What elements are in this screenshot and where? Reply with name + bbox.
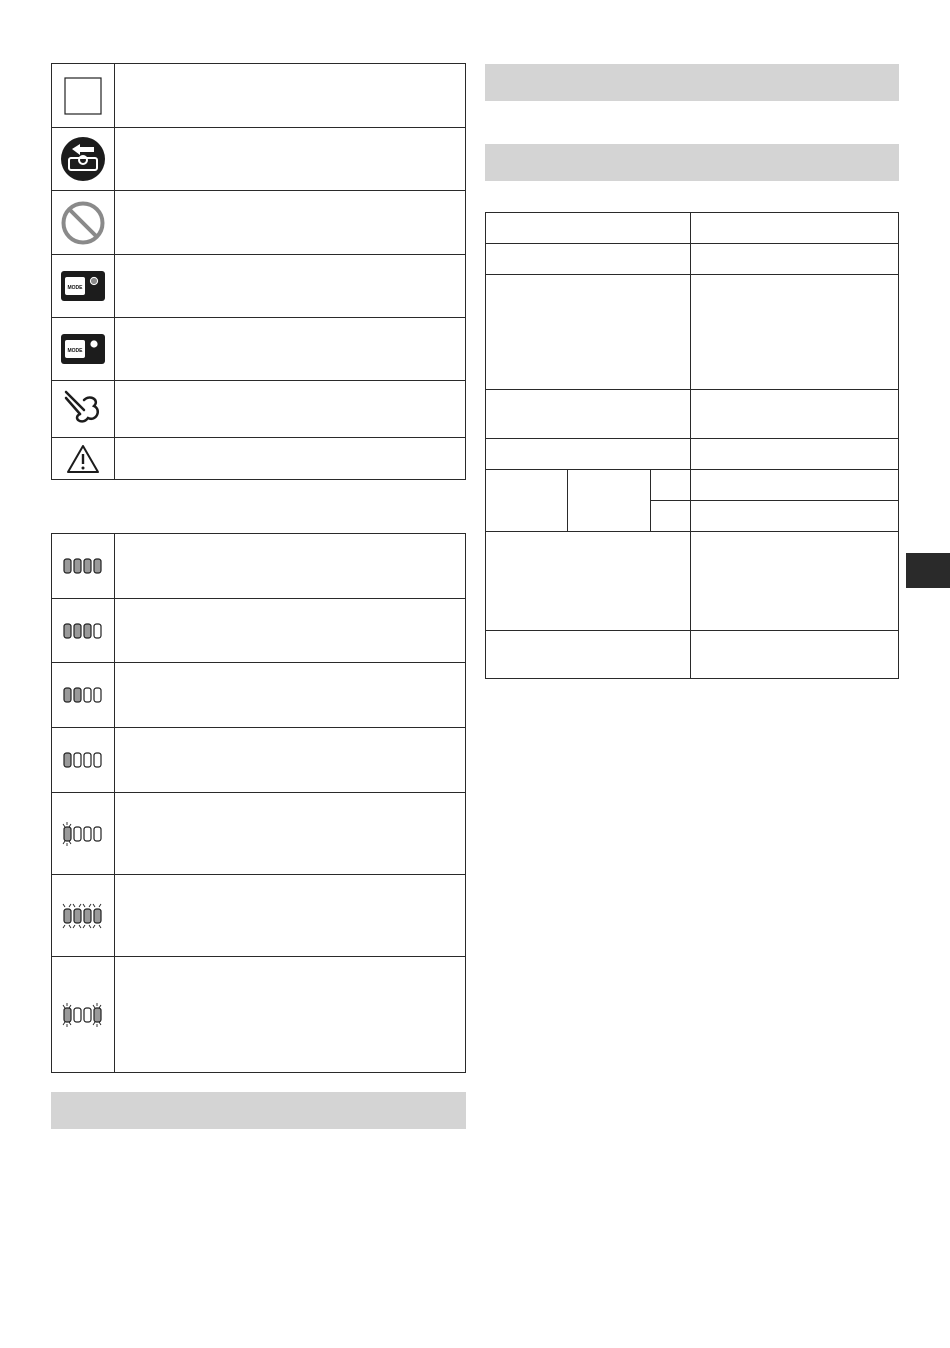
battery-4-lit-icon — [52, 555, 114, 577]
symbols-row — [52, 255, 466, 318]
section-heading-bar — [485, 144, 899, 181]
battery-row — [52, 599, 466, 663]
svg-text:MODE: MODE — [67, 285, 83, 291]
spec-value — [691, 390, 899, 439]
spec-value — [691, 439, 899, 470]
spec-value — [691, 244, 899, 275]
battery-all-blinking-icon — [52, 898, 114, 934]
spec-value — [691, 470, 899, 501]
symbols-row — [52, 64, 466, 128]
symbols-row — [52, 318, 466, 381]
battery-row — [52, 793, 466, 875]
specifications-table — [485, 212, 899, 679]
spec-row — [486, 390, 899, 439]
spec-label — [486, 244, 691, 275]
symbols-icon-cell — [52, 64, 115, 128]
spec-label — [486, 470, 568, 532]
remove-battery-icon — [52, 136, 114, 182]
spec-row — [486, 470, 899, 501]
svg-text:MODE: MODE — [67, 348, 83, 354]
spec-row — [486, 439, 899, 470]
spec-value — [691, 631, 899, 679]
battery-desc — [115, 728, 466, 793]
spec-row — [486, 631, 899, 679]
spec-label — [486, 213, 691, 244]
symbols-desc — [115, 255, 466, 318]
spec-value — [691, 501, 899, 532]
spec-row — [486, 244, 899, 275]
battery-3-lit-icon — [52, 620, 114, 642]
symbols-desc — [115, 438, 466, 480]
spec-value — [691, 275, 899, 390]
battery-row — [52, 663, 466, 728]
symbols-desc — [115, 128, 466, 191]
battery-row — [52, 728, 466, 793]
battery-1-blinking-icon — [52, 816, 114, 852]
symbols-row — [52, 128, 466, 191]
battery-desc — [115, 599, 466, 663]
symbols-desc — [115, 64, 466, 128]
symbols-desc — [115, 381, 466, 438]
section-heading-bar — [51, 1092, 466, 1129]
prohibition-icon — [52, 200, 114, 246]
spec-label — [486, 532, 691, 631]
spec-row — [486, 275, 899, 390]
dust-blower-icon — [52, 386, 114, 432]
warning-triangle-icon — [52, 444, 114, 474]
spec-row — [486, 213, 899, 244]
spec-label — [486, 631, 691, 679]
spec-row — [486, 532, 899, 631]
symbols-table — [51, 63, 466, 480]
spec-value — [691, 532, 899, 631]
spec-label — [486, 439, 691, 470]
battery-desc — [115, 534, 466, 599]
spec-sublabel — [567, 470, 650, 532]
symbols-desc — [115, 318, 466, 381]
battery-desc — [115, 957, 466, 1073]
symbols-row — [52, 191, 466, 255]
battery-indicator-table — [51, 533, 466, 1073]
battery-row — [52, 957, 466, 1073]
battery-desc — [115, 793, 466, 875]
spec-unit — [650, 501, 691, 532]
spec-unit — [650, 470, 691, 501]
symbols-row — [52, 381, 466, 438]
spec-label — [486, 390, 691, 439]
symbols-desc — [115, 191, 466, 255]
battery-desc — [115, 875, 466, 957]
battery-row — [52, 534, 466, 599]
battery-row — [52, 875, 466, 957]
spec-label — [486, 275, 691, 390]
battery-ends-blinking-icon — [52, 997, 114, 1033]
language-side-tab — [906, 553, 950, 588]
square-outline-icon — [52, 76, 114, 116]
mode-button-lamp-on-icon — [52, 333, 114, 365]
section-heading-bar — [485, 64, 899, 101]
battery-2-lit-icon — [52, 684, 114, 706]
spec-value — [691, 213, 899, 244]
battery-desc — [115, 663, 466, 728]
battery-1-lit-icon — [52, 749, 114, 771]
mode-button-lamp-off-icon — [52, 270, 114, 302]
symbols-row — [52, 438, 466, 480]
